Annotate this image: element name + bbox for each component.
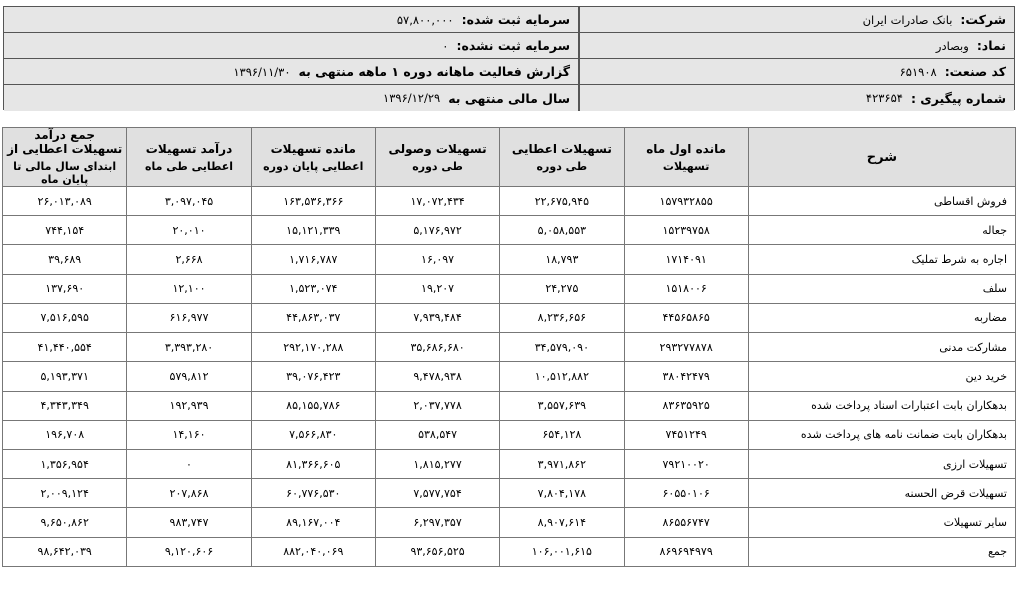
table-row	[3, 245, 1016, 274]
row-value-cell: ۶۵۴,۱۲۸	[500, 420, 624, 449]
col-header-l2: ابتدای سال مالی تا پایان ماه	[13, 160, 117, 186]
row-value-cell: ۶۰۵۵۰۱۰۶	[624, 479, 748, 508]
col-header-l2: اعطایی پایان دوره	[263, 159, 364, 173]
report-period-cell	[4, 59, 578, 85]
fiscal-year-value: ۱۳۹۶/۱۲/۲۹	[383, 91, 441, 105]
registered-capital-label: سرمایه ثبت شده:	[461, 12, 570, 27]
row-value-cell: ۷۴۵۱۲۴۹	[624, 420, 748, 449]
row-value-cell: ۱۹۲,۹۳۹	[127, 391, 251, 420]
unregistered-capital-label: سرمایه ثبت نشده:	[456, 38, 570, 53]
row-value-cell: ۳۹,۶۸۹	[3, 245, 127, 274]
row-value-cell: ۹۸۳,۷۴۷	[127, 508, 251, 537]
row-value-cell: ۲۹۲,۱۷۰,۲۸۸	[251, 333, 375, 362]
row-description-cell: بدهکاران بابت اعتبارات اسناد پرداخت شده	[748, 391, 1015, 420]
row-description-cell: تسهیلات ارزی	[748, 449, 1015, 478]
row-value-cell: ۲۴,۲۷۵	[500, 274, 624, 303]
company-cell	[578, 7, 1014, 33]
row-value-cell: ۵۷۹,۸۱۲	[127, 362, 251, 391]
row-value-cell: ۶۱۶,۹۷۷	[127, 303, 251, 332]
row-value-cell: ۸,۲۳۶,۶۵۶	[500, 303, 624, 332]
row-value-cell: ۶,۲۹۷,۳۵۷	[375, 508, 499, 537]
col-header-l1: مانده تسهیلات	[270, 141, 356, 156]
table-row	[3, 303, 1016, 332]
row-value-cell: ۲۲,۶۷۵,۹۴۵	[500, 187, 624, 216]
row-value-cell: ۱۷,۰۷۲,۴۳۴	[375, 187, 499, 216]
row-value-cell: ۱۹,۲۰۷	[375, 274, 499, 303]
row-value-cell: ۲۶,۰۱۳,۰۸۹	[3, 187, 127, 216]
row-value-cell: ۶۰,۷۷۶,۵۳۰	[251, 479, 375, 508]
row-value-cell: ۸۸۲,۰۴۰,۰۶۹	[251, 537, 375, 566]
row-value-cell: ۰	[127, 449, 251, 478]
row-description-cell: جعاله	[748, 216, 1015, 245]
row-value-cell: ۸۱,۳۶۶,۶۰۵	[251, 449, 375, 478]
fiscal-year-cell	[4, 85, 578, 111]
row-value-cell: ۱۷۱۴۰۹۱	[624, 245, 748, 274]
table-row	[3, 274, 1016, 303]
col-header-l1: تسهیلات اعطایی	[511, 141, 612, 156]
row-value-cell: ۵۳۸,۵۴۷	[375, 420, 499, 449]
row-value-cell: ۸۵,۱۵۵,۷۸۶	[251, 391, 375, 420]
row-value-cell: ۴۱,۴۴۰,۵۵۴	[3, 333, 127, 362]
row-value-cell: ۵,۱۹۳,۳۷۱	[3, 362, 127, 391]
row-value-cell: ۱۸,۷۹۳	[500, 245, 624, 274]
row-value-cell: ۹,۱۲۰,۶۰۶	[127, 537, 251, 566]
table-row	[3, 187, 1016, 216]
table-header-row	[3, 128, 1016, 187]
row-value-cell: ۲,۶۶۸	[127, 245, 251, 274]
tracking-cell	[578, 85, 1014, 111]
table-row	[3, 391, 1016, 420]
row-description-cell: مضاربه	[748, 303, 1015, 332]
col-header-l2: طی دوره	[536, 159, 588, 173]
row-value-cell: ۷,۵۱۶,۵۹۵	[3, 303, 127, 332]
row-value-cell: ۳,۰۹۷,۰۴۵	[127, 187, 251, 216]
row-description-cell: سلف	[748, 274, 1015, 303]
row-description-cell: اجاره به شرط تملیک	[748, 245, 1015, 274]
row-value-cell: ۱,۷۱۶,۷۸۷	[251, 245, 375, 274]
row-value-cell: ۲۰,۰۱۰	[127, 216, 251, 245]
row-value-cell: ۳۹,۰۷۶,۴۲۳	[251, 362, 375, 391]
facilities-table	[2, 127, 1016, 567]
row-value-cell: ۲۰۷,۸۶۸	[127, 479, 251, 508]
table-row	[3, 537, 1016, 566]
report-period-value: ۱۳۹۶/۱۱/۳۰	[233, 64, 291, 79]
col-header-ytd-income	[3, 128, 127, 187]
row-value-cell: ۷,۵۶۶,۸۳۰	[251, 420, 375, 449]
industry-code-cell	[578, 59, 1014, 85]
table-row	[3, 449, 1016, 478]
row-value-cell: ۱,۵۲۳,۰۷۴	[251, 274, 375, 303]
row-value-cell: ۸۳۶۳۵۹۲۵	[624, 391, 748, 420]
row-description-cell: سایر تسهیلات	[748, 508, 1015, 537]
registered-capital-cell	[4, 7, 578, 33]
row-value-cell: ۷,۹۳۹,۴۸۴	[375, 303, 499, 332]
company-value: بانک صادرات ایران	[862, 12, 953, 27]
col-header-l2: طی دوره	[412, 159, 463, 173]
row-value-cell: ۱۶,۰۹۷	[375, 245, 499, 274]
table-row	[3, 479, 1016, 508]
col-header-closing-balance	[251, 128, 375, 187]
row-description-cell: مشارکت مدنی	[748, 333, 1015, 362]
col-header-l1: جمع درآمد تسهیلات اعطایی از	[7, 128, 123, 156]
row-value-cell: ۲۹۳۲۷۷۸۷۸	[624, 333, 748, 362]
header-row-1	[4, 7, 1014, 33]
col-header-collected	[375, 128, 499, 187]
row-value-cell: ۳۴,۵۷۹,۰۹۰	[500, 333, 624, 362]
col-header-l2: تسهیلات	[662, 159, 710, 173]
row-value-cell: ۷۴۴,۱۵۴	[3, 216, 127, 245]
row-value-cell: ۴۴۵۶۵۸۶۵	[624, 303, 748, 332]
table-row	[3, 216, 1016, 245]
row-description-cell: جمع	[748, 537, 1015, 566]
header-row-3	[4, 59, 1014, 85]
industry-code-label: کد صنعت:	[944, 64, 1006, 79]
row-value-cell: ۱۴,۱۶۰	[127, 420, 251, 449]
row-value-cell: ۵,۱۷۶,۹۷۲	[375, 216, 499, 245]
fiscal-year-label: سال مالی منتهی به	[448, 90, 570, 106]
symbol-label: نماد:	[976, 38, 1006, 53]
row-value-cell: ۷,۸۰۴,۱۷۸	[500, 479, 624, 508]
col-header-opening-balance	[624, 128, 748, 187]
row-value-cell: ۱۵۷۹۳۲۸۵۵	[624, 187, 748, 216]
row-value-cell: ۵,۰۵۸,۵۵۳	[500, 216, 624, 245]
symbol-value: وبصادر	[935, 38, 969, 53]
row-value-cell: ۳۸۰۴۲۴۷۹	[624, 362, 748, 391]
table-row	[3, 333, 1016, 362]
row-value-cell: ۳۵,۶۸۶,۶۸۰	[375, 333, 499, 362]
col-header-l2: اعطایی طی ماه	[145, 159, 233, 173]
row-value-cell: ۱,۸۱۵,۲۷۷	[375, 449, 499, 478]
row-value-cell: ۷,۵۷۷,۷۵۴	[375, 479, 499, 508]
col-header-l1: مانده اول ماه	[646, 141, 727, 156]
row-value-cell: ۳,۹۷۱,۸۶۲	[500, 449, 624, 478]
row-value-cell: ۱۰,۵۱۲,۸۸۲	[500, 362, 624, 391]
row-value-cell: ۳,۵۵۷,۶۳۹	[500, 391, 624, 420]
report-period-label: گزارش فعالیت ماهانه دوره ۱ ماهه منتهی به	[298, 64, 570, 79]
col-header-l1: درآمد تسهیلات	[145, 141, 233, 156]
col-header-monthly-income	[127, 128, 251, 187]
row-value-cell: ۹,۴۷۸,۹۳۸	[375, 362, 499, 391]
row-value-cell: ۸۹,۱۶۷,۰۰۴	[251, 508, 375, 537]
header-row-2	[4, 33, 1014, 59]
row-value-cell: ۹,۶۵۰,۸۶۲	[3, 508, 127, 537]
row-value-cell: ۱۵۱۸۰۰۶	[624, 274, 748, 303]
unregistered-capital-cell	[4, 33, 578, 59]
row-value-cell: ۳,۳۹۳,۲۸۰	[127, 333, 251, 362]
row-value-cell: ۲,۰۳۷,۷۷۸	[375, 391, 499, 420]
row-value-cell: ۱۵۲۳۹۷۵۸	[624, 216, 748, 245]
row-value-cell: ۱,۳۵۶,۹۵۴	[3, 449, 127, 478]
row-value-cell: ۱۰۶,۰۰۱,۶۱۵	[500, 537, 624, 566]
row-value-cell: ۹۳,۶۵۶,۵۲۵	[375, 537, 499, 566]
table-row	[3, 508, 1016, 537]
table-row	[3, 420, 1016, 449]
row-description-cell: بدهکاران بابت ضمانت نامه های پرداخت شده	[748, 420, 1015, 449]
row-value-cell: ۸۶۹۶۹۴۹۷۹	[624, 537, 748, 566]
row-value-cell: ۱۹۶,۷۰۸	[3, 420, 127, 449]
row-value-cell: ۱۳۷,۶۹۰	[3, 274, 127, 303]
col-header-description: شرح	[748, 128, 1015, 187]
registered-capital-value: ۵۷,۸۰۰,۰۰۰	[396, 12, 454, 27]
col-header-granted	[500, 128, 624, 187]
unregistered-capital-value: ۰	[442, 38, 449, 53]
company-label: شرکت:	[960, 12, 1006, 27]
industry-code-value: ۶۵۱۹۰۸	[899, 64, 937, 79]
col-header-l1: تسهیلات وصولی	[388, 141, 487, 156]
tracking-label: شماره پیگیری :	[910, 90, 1006, 106]
table-body	[3, 187, 1016, 567]
row-description-cell: خرید دین	[748, 362, 1015, 391]
row-value-cell: ۸۶۵۵۶۷۴۷	[624, 508, 748, 537]
report-header	[3, 6, 1015, 110]
header-row-4	[4, 85, 1014, 111]
row-value-cell: ۱۶۳,۵۳۶,۳۶۶	[251, 187, 375, 216]
row-value-cell: ۷۹۲۱۰۰۲۰	[624, 449, 748, 478]
row-value-cell: ۲,۰۰۹,۱۲۴	[3, 479, 127, 508]
row-value-cell: ۱۵,۱۲۱,۳۳۹	[251, 216, 375, 245]
symbol-cell	[578, 33, 1014, 59]
row-value-cell: ۸,۹۰۷,۶۱۴	[500, 508, 624, 537]
row-description-cell: تسهیلات قرض الحسنه	[748, 479, 1015, 508]
table-row	[3, 362, 1016, 391]
row-value-cell: ۴,۳۴۳,۳۴۹	[3, 391, 127, 420]
tracking-value: ۴۲۳۶۵۴	[865, 91, 903, 105]
row-value-cell: ۴۴,۸۶۳,۰۳۷	[251, 303, 375, 332]
row-description-cell: فروش اقساطی	[748, 187, 1015, 216]
row-value-cell: ۱۲,۱۰۰	[127, 274, 251, 303]
row-value-cell: ۹۸,۶۴۲,۰۳۹	[3, 537, 127, 566]
